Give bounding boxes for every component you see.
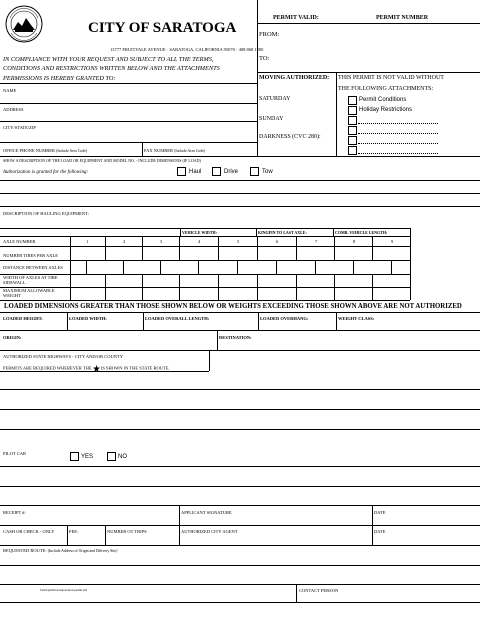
pilot-car-yes-label: YES <box>81 454 94 460</box>
agent-date-label: DATE <box>374 529 386 534</box>
contact-person-label: CONTACT PERSON <box>299 588 339 593</box>
not-valid-line-2: THE FOLLOWING ATTACHMENTS: <box>338 86 434 92</box>
axle-width-label: WIDTH OF AXLES AT TIRE SIDEWALL <box>3 275 58 285</box>
city-title: CITY OF SARATOGA <box>88 20 237 36</box>
not-valid-line-1: THIS PERMIT IS NOT VALID WITHOUT <box>338 75 444 81</box>
loaded-height-label: LOADED HEIGHT: <box>3 316 43 321</box>
receipt-label: RECEIPT #: <box>3 510 26 515</box>
max-weight-label: MAXIMUM ALLOWABLE WEIGHT <box>3 288 55 298</box>
origin-label: ORIGIN: <box>3 335 22 340</box>
loaded-overall-length-label: LOADED OVERALL LENGTH: <box>145 316 210 321</box>
attachment-checkbox-5[interactable] <box>348 136 357 145</box>
authorized-highways-label: AUTHORIZED STATE HIGHWAYS - CITY AND/OR COUNTY <box>3 354 124 359</box>
authorized-city-agent-label: AUTHORIZED CITY AGENT <box>181 529 238 534</box>
holiday-restrictions-label: Holiday Restrictions <box>359 107 413 113</box>
axle-number-9: 9 <box>391 239 394 244</box>
axle-number-2: 2 <box>123 239 126 244</box>
number-of-trips-label: NUMBER OT TRIPS <box>107 529 147 534</box>
destination-label: DESTINATION: <box>219 335 252 340</box>
axle-number-3: 3 <box>160 239 163 244</box>
city-seal-logo <box>4 4 44 44</box>
requested-route-label: REQUESTED ROUTE: (Include Address of Origin and Delivery Site) <box>3 548 118 553</box>
distance-between-axles-label: DISTANCE BETWEEN AXLES <box>3 265 63 270</box>
sunday-label: SUNDAY <box>259 116 284 122</box>
weight-class-label: WEIGHT CLASS: <box>338 316 375 321</box>
vehicle-width-label: VEHICLE WIDTH: <box>182 230 217 235</box>
cash-or-check-label: CASH OR CHECK - ONLY <box>3 529 55 534</box>
pilot-car-yes-checkbox[interactable] <box>70 452 79 461</box>
applicant-signature-label: APPLICANT SIGNATURE <box>181 510 232 515</box>
holiday-restrictions-checkbox[interactable] <box>348 106 357 115</box>
address-field-label: ADDRESS <box>3 107 24 112</box>
permit-to-label: TO: <box>259 55 270 62</box>
darkness-label: DARKNESS (CVC 280): <box>259 134 321 140</box>
attachment-checkbox-6[interactable] <box>348 146 357 155</box>
loaded-dimensions-warning: LOADED DIMENSIONS GREATER THAN THOSE SHOWN BELOW OR WEIGHTS EXCEEDING THOSE SHOWN ABOVE ARE NOT AUTHORIZED <box>4 303 462 310</box>
compliance-line-3: PERMISSIONS IS HEREBY GRANTED TO: <box>3 75 116 82</box>
pilot-car-no-label: NO <box>118 454 127 460</box>
axle-number-6: 6 <box>276 239 279 244</box>
pilot-car-no-checkbox[interactable] <box>107 452 116 461</box>
compliance-line-1: IN COMPLIANCE WITH YOUR REQUEST AND SUBJECT TO ALL THE TERMS, <box>3 56 214 63</box>
axle-number-4: 4 <box>198 239 201 244</box>
attachment-blank-4[interactable] <box>358 133 438 134</box>
haul-checkbox[interactable] <box>177 167 186 176</box>
saturday-label: SATURDAY <box>259 96 291 102</box>
city-state-zip-label: CITY/STATE/ZIP <box>3 125 36 130</box>
office-phone-label: OFFICE PHONE NUMBER (Include Area Code) <box>3 148 88 153</box>
drive-checkbox[interactable] <box>212 167 221 176</box>
permit-valid-label: PERMIT VALID: <box>273 15 319 21</box>
attachment-blank-6[interactable] <box>358 153 438 154</box>
permits-required-label: PERMITS ARE REQUIRED WHEREVER THE IS SHOWN IN THE STATE ROUTE. <box>3 365 170 371</box>
axle-number-1: 1 <box>86 239 89 244</box>
fee-label: FEE: <box>69 529 79 534</box>
permit-conditions-checkbox[interactable] <box>348 96 357 105</box>
moving-authorized-label: MOVING AUTHORIZED: <box>259 75 330 81</box>
loaded-overhang-label: LOADED OVERHANG: <box>260 316 309 321</box>
axle-number-7: 7 <box>315 239 318 244</box>
tow-label: Tow <box>262 169 273 175</box>
city-address: 13777 FRUITVALE AVENUE · SARATOGA, CALIFORNIA 95070 · 408 868 1200 <box>110 47 264 52</box>
loaded-width-label: LOADED WIDTH: <box>69 316 107 321</box>
authorization-label: Authorization is granted for the following: <box>3 170 89 175</box>
applicant-date-label: DATE <box>374 510 386 515</box>
tires-per-axle-label: NUMBER TIRES PER AXLE <box>3 253 59 258</box>
axle-number-label: AXLE NUMBER <box>3 239 36 244</box>
file-path-footer: forms/permit-transportation-permit.pdf <box>40 588 87 592</box>
axle-number-8: 8 <box>353 239 356 244</box>
kingpin-label: KINGPIN TO LAST AXLE: <box>258 230 307 235</box>
attachment-blank-5[interactable] <box>358 143 438 144</box>
permit-number-label: PERMIT NUMBER <box>376 15 429 21</box>
drive-label: Drive <box>224 169 239 175</box>
fax-number-label: FAX NUMBER (Include Area Code) <box>144 148 206 153</box>
axle-number-5: 5 <box>237 239 240 244</box>
tow-checkbox[interactable] <box>250 167 259 176</box>
pilot-car-label: PILOT CAR <box>3 451 27 456</box>
compliance-line-2: CONDITIONS AND RESTRICTIONS WRITTEN BELOW AND THE ATTACHMENTS <box>3 65 220 72</box>
load-description-label: SHOW A DESCRIPTION OF THE LOAD OR EQUIPMENT AND MODEL NO. - INCLUDE DIMENSIONS (IF LOAD) <box>3 158 201 163</box>
attachment-checkbox-4[interactable] <box>348 126 357 135</box>
hauling-equipment-label: DESCRIPTION OF HAULING EQUIPMENT: <box>3 211 89 216</box>
combined-length-label: COMB. VEHICLE LENGTH: <box>335 230 388 235</box>
haul-label: Haul <box>189 169 202 175</box>
permit-from-label: FROM: <box>259 31 280 38</box>
permit-conditions-label: Permit Conditions <box>359 97 407 103</box>
attachment-blank-3[interactable] <box>358 123 438 124</box>
name-field-label: NAME <box>3 88 17 93</box>
attachment-checkbox-3[interactable] <box>348 116 357 125</box>
